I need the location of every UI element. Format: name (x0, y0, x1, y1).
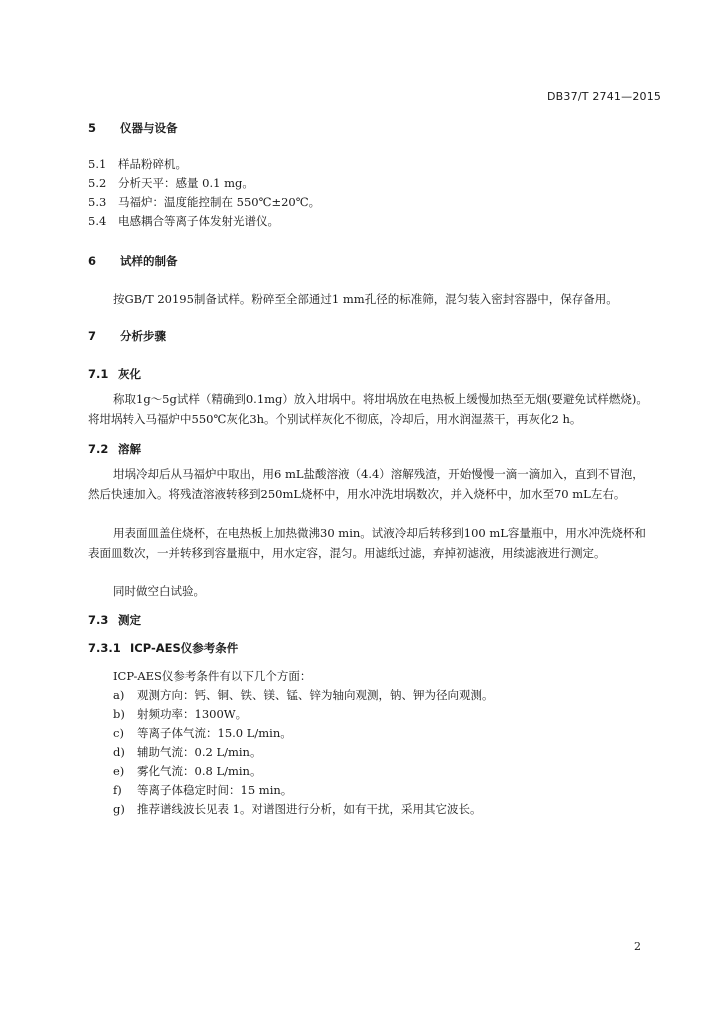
section-5-title: 仪器与设备 (120, 121, 178, 135)
list-item-5-2: 5.2 分析天平：感量 0.1 mg。 (88, 176, 254, 190)
section-7-2-paragraph-1: 坩埚冷却后从马福炉中取出，用6 mL盐酸溶液（4.4）溶解残渣，开始慢慢一滴一滴加入，直到不冒泡，然后快速加入。将残渣溶液转移到250mL烧杯中，用水冲洗坩埚数次，并入烧杯中，加水至70 mL左右。 (88, 467, 644, 501)
list-item-a: a) 观测方向：钙、铜、铁、镁、锰、锌为轴向观测，钠、钾为径向观测。 (113, 688, 494, 702)
list-item-b: b) 射频功率：1300W。 (113, 707, 248, 721)
page-number: 2 (634, 940, 641, 953)
section-5-heading (88, 120, 178, 136)
section-7-2-heading: 7.2 溶解 (88, 442, 141, 456)
section-7-3-1-intro: ICP-AES仪参考条件有以下几个方面： (113, 669, 312, 683)
section-7-3-1-heading: 7.3.1 ICP-AES仪参考条件 (88, 641, 239, 655)
section-5-number: 5 (88, 121, 97, 135)
section-7-3-heading: 7.3 测定 (88, 613, 141, 627)
section-7-2-paragraph-3: 同时做空白试验。 (113, 584, 205, 598)
section-6-paragraph: 按GB/T 20195制备试样。粉碎至全部通过1 mm孔径的标准筛，混匀装入密封容器中，保存备用。 (113, 292, 618, 306)
section-7-1-paragraph: 称取1g～5g试样（精确到0.1mg）放入坩埚中。将坩埚放在电热板上缓慢加热至无烟(要避免试样燃烧)。将坩埚转入马福炉中550℃灰化3h。个别试样灰化不彻底，冷却后，用水润湿蒸干，再灰化2 h。 (88, 392, 648, 426)
section-7-heading: 7 分析步骤 (88, 329, 167, 343)
section-7-1-heading: 7.1 灰化 (88, 367, 141, 381)
standard-code-header: DB37/T 2741—2015 (547, 90, 662, 103)
list-item-5-4: 5.4 电感耦合等离子体发射光谱仪。 (88, 214, 279, 228)
list-item-d: d) 辅助气流：0.2 L/min。 (113, 745, 262, 759)
section-7-2-paragraph-2: 用表面皿盖住烧杯，在电热板上加热微沸30 min。试液冷却后转移到100 mL容量瓶中，用水冲洗烧杯和表面皿数次，一并转移到容量瓶中，用水定容，混匀。用滤纸过滤，弃掉初滤液，用续滤液进行测定。 (88, 526, 646, 560)
list-item-5-3: 5.3 马福炉：温度能控制在 550℃±20℃。 (88, 195, 321, 209)
section-6-heading: 6 试样的制备 (88, 254, 178, 268)
list-item-5-1: 5.1 样品粉碎机。 (88, 157, 187, 171)
list-item-g: g) 推荐谱线波长见表 1。对谱图进行分析，如有干扰，采用其它波长。 (113, 802, 482, 816)
list-item-e: e) 雾化气流：0.8 L/min。 (113, 764, 262, 778)
list-item-c: c) 等离子体气流：15.0 L/min。 (113, 726, 292, 740)
list-item-f: f) 等离子体稳定时间：15 min。 (113, 783, 293, 797)
